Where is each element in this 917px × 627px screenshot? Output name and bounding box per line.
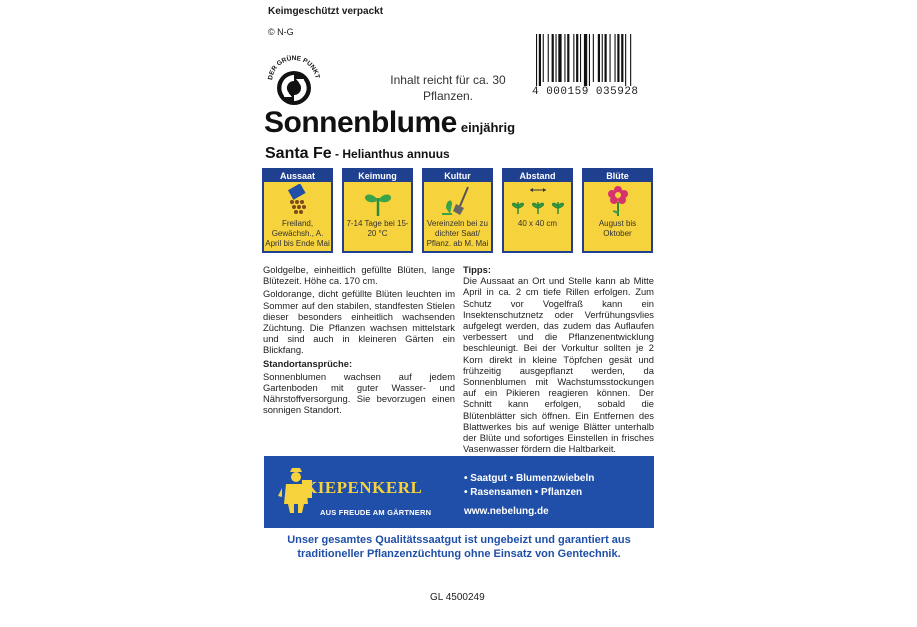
brand-name: KIEPENKERL xyxy=(304,478,423,497)
barcode-bar xyxy=(539,34,541,86)
barcode-bar xyxy=(580,34,581,82)
barcode-bar xyxy=(598,34,600,82)
description-paragraph: Goldorange, dicht gefüllte Blüten leuchten im Sommer auf den stabilen, standfesten Stielen dieser besonders einheitlich wachsenden Züchtung. Die Pflanzen wachsen mittelstark und sind auch in kleineren Gärten ein Blickfang. xyxy=(263,288,455,356)
product-title xyxy=(264,106,515,140)
barcode-bar xyxy=(593,34,594,82)
sowing-card xyxy=(262,168,333,253)
website-link[interactable]: www.nebelung.de xyxy=(464,506,549,517)
seedling-icon xyxy=(344,184,411,218)
barcode-bar xyxy=(605,34,607,82)
botanical-name: - Helianthus annuus xyxy=(331,147,450,161)
barcode-bar xyxy=(576,34,578,82)
barcode-bar xyxy=(621,34,623,82)
bloom-card xyxy=(582,168,653,253)
barcode-bar xyxy=(556,34,557,82)
description-column xyxy=(263,264,455,418)
card-text: 40 x 40 cm xyxy=(517,219,558,228)
brand-banner xyxy=(264,456,654,528)
barcode-digits: 4 000159 035928 xyxy=(532,86,639,98)
spacing-icon xyxy=(504,184,571,218)
content-note: Inhalt reicht für ca. 30 Pflanzen. xyxy=(390,73,506,103)
spade-icon xyxy=(424,184,491,218)
location-paragraph: Sonnenblumen wachsen auf jedem Gartenboden mit guter Wasser- und Nährstoffversorgung. Sie bevorzugen einen sonnigen Standort. xyxy=(263,370,455,416)
barcode-bar xyxy=(548,34,549,82)
product-categories xyxy=(464,472,594,500)
variety-line xyxy=(265,145,450,163)
spacing-card xyxy=(502,168,573,253)
barcode-bar xyxy=(567,34,569,82)
card-heading: Abstand xyxy=(519,171,556,181)
cultivation-card xyxy=(422,168,493,253)
tips-paragraph: Die Aussaat an Ort und Stelle kann ab Mitte April in ca. 2 cm tiefe Rillen erfolgen. Zum Schutz vor Vogelfraß kann ein Insektenschutznetz oder Verfrühungsvlies aufgelegt werden, das zudem das Auflaufen verbessert und die Pflanzenentwicklung beschleunigt. Bei der Vorkultur sollten je 2 Korn direkt in kleine Töpfchen gesät und frühzeitig ausgepflanzt werden, da Sonnenblumen mit Wachstumsstockungen auf ein Pikieren reagieren können. Der Schnitt kann erfolgen, sobald die Blütenblätter sich öffnen. Ein Entfernen des Blattwerkes bis auf wenige Blätter unterhalb der Blüte und sofortiges Einstellen in frisches Vasenwasser fördern die Haltbarkeit. xyxy=(463,275,654,455)
copyright-note: © N-G xyxy=(268,27,294,37)
germination-card xyxy=(342,168,413,253)
sowing-seeds-icon xyxy=(264,184,331,218)
card-text: August bis Oktober xyxy=(598,219,637,238)
card-heading: Blüte xyxy=(606,171,629,181)
card-text: 7-14 Tage bei 15-20 °C xyxy=(346,219,409,238)
barcode-bar xyxy=(543,34,544,82)
barcode-bar xyxy=(573,34,574,82)
product-lifecycle: einjährig xyxy=(460,120,516,135)
packaging-note: Keimgeschützt verpackt xyxy=(268,6,384,17)
barcode-bar xyxy=(552,34,554,82)
product-name: Sonnenblume xyxy=(264,106,457,139)
green-dot-icon xyxy=(262,50,326,114)
brand-slogan: AUS FREUDE AM GÄRTNERN xyxy=(320,508,432,517)
category-line: • Saatgut • Blumenzwiebeln xyxy=(464,473,595,484)
location-heading: Standortansprüche: xyxy=(263,357,353,369)
description-paragraph: Goldgelbe, einheitlich gefüllte Blüten, lange Blütezeit. Höhe ca. 170 cm. xyxy=(263,264,455,287)
variety-name: Santa Fe xyxy=(265,145,332,162)
barcode-bar xyxy=(617,34,619,82)
card-heading: Aussaat xyxy=(279,171,315,181)
barcode-bar xyxy=(602,34,603,82)
barcode-bar xyxy=(564,34,565,82)
cultivation-icons xyxy=(262,168,654,253)
article-code: GL 4500249 xyxy=(430,592,485,603)
barcode-bar xyxy=(589,34,590,86)
card-heading: Keimung xyxy=(358,171,397,181)
card-heading: Kultur xyxy=(444,171,471,181)
flower-icon xyxy=(584,184,651,218)
barcode-bar xyxy=(630,34,631,86)
barcode-bar xyxy=(558,34,561,82)
card-text: Freiland, Gewächsh., A. April bis Ende Mai xyxy=(265,219,330,248)
barcode-bar xyxy=(610,34,611,82)
svg-text:DER GRÜNE PUNKT: DER GRÜNE PUNKT xyxy=(267,54,321,81)
barcode-bar xyxy=(615,34,616,82)
tips-heading: Tipps: xyxy=(463,264,491,275)
barcode-bar xyxy=(584,34,587,86)
barcode-bar xyxy=(625,34,626,86)
barcode-bar xyxy=(536,34,537,86)
category-line: • Rasensamen • Pflanzen xyxy=(464,487,583,498)
card-text: Vereinzeln bei zu dichter Saat/ Pflanz. ab M. Mai xyxy=(426,219,489,248)
tips-column xyxy=(463,264,654,456)
quality-statement: Unser gesamtes Qualitätssaatgut ist ungebeizt und garantiert aus traditioneller Pflanzenzüchtung ohne Einsatz von Gentechnik. xyxy=(287,534,631,560)
